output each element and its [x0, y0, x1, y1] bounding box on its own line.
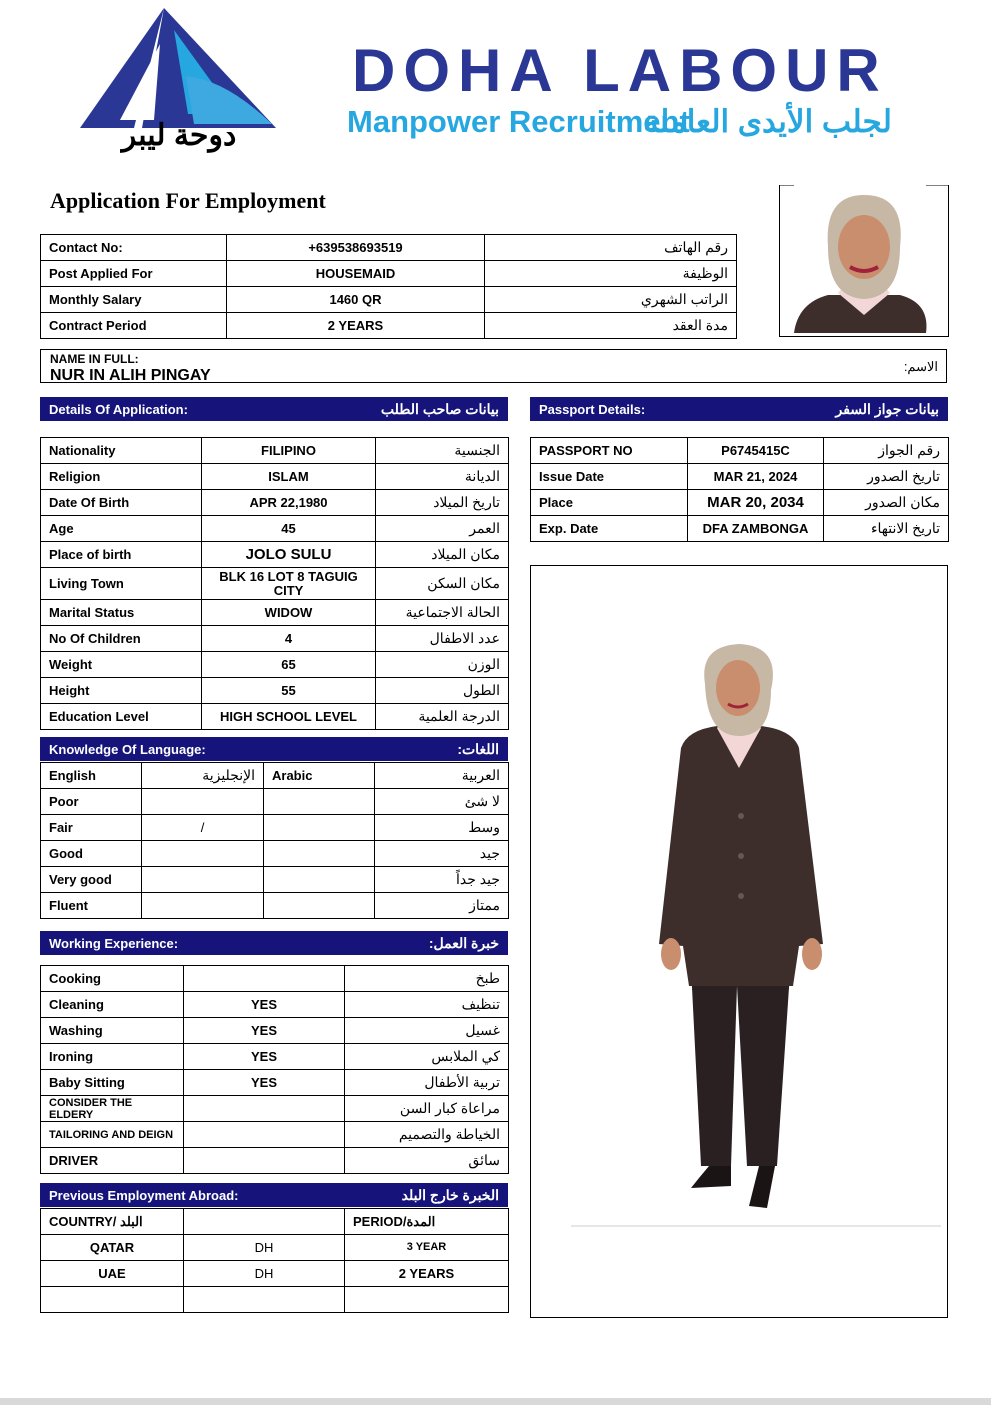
field-label: Contact No: — [41, 235, 227, 261]
level-label-arabic: ممتاز — [375, 893, 509, 919]
full-name-box — [40, 349, 947, 383]
country-value: QATAR — [41, 1235, 184, 1261]
page-bottom-edge — [0, 1398, 991, 1405]
field-value: WIDOW — [202, 600, 376, 626]
language-row — [41, 841, 509, 867]
field-value: JOLO SULU — [202, 542, 376, 568]
field-label: Contract Period — [41, 313, 227, 339]
level-label-arabic: لا شئ — [375, 789, 509, 815]
experience-row — [41, 1148, 509, 1174]
field-label-arabic: العمر — [376, 516, 509, 542]
arabic-label-arabic: العربية — [375, 763, 509, 789]
field-label-arabic: مكان الميلاد — [376, 542, 509, 568]
arabic-level-value — [264, 893, 375, 919]
application-row — [41, 568, 509, 600]
level-label-arabic: جيد — [375, 841, 509, 867]
field-label: PASSPORT NO — [531, 438, 688, 464]
full-body-photo — [530, 565, 948, 1318]
arabic-level-value — [264, 867, 375, 893]
field-label-arabic: مدة العقد — [485, 313, 737, 339]
full-name-arabic: الاسم: — [903, 359, 938, 374]
field-label: Place of birth — [41, 542, 202, 568]
field-value: +639538693519 — [227, 235, 485, 261]
field-label: Living Town — [41, 568, 202, 600]
field-value: FILIPINO — [202, 438, 376, 464]
skill-label-arabic: تنظيف — [345, 992, 509, 1018]
abroad-header — [40, 1183, 508, 1207]
application-row — [41, 600, 509, 626]
period-value: 3 YEAR — [345, 1235, 509, 1261]
skill-label: Washing — [41, 1018, 184, 1044]
experience-title: Working Experience: — [49, 935, 179, 951]
application-title-arabic: بيانات صاحب الطلب — [380, 400, 499, 417]
passport-row — [531, 516, 949, 542]
experience-row — [41, 1122, 509, 1148]
contact-row — [41, 235, 737, 261]
arabic-level-value — [264, 789, 375, 815]
abroad-row — [41, 1261, 509, 1287]
abroad-header-empty — [184, 1209, 345, 1235]
skill-value — [184, 1148, 345, 1174]
abroad-row — [41, 1287, 509, 1313]
contact-row — [41, 313, 737, 339]
field-label-arabic: مكان الصدور — [824, 490, 949, 516]
application-header — [40, 397, 508, 421]
level-label-arabic: جيد جداً — [375, 867, 509, 893]
period-value — [345, 1287, 509, 1313]
experience-row — [41, 1044, 509, 1070]
passport-row — [531, 464, 949, 490]
contact-row — [41, 261, 737, 287]
skill-label-arabic: غسيل — [345, 1018, 509, 1044]
field-label-arabic: الدرجة العلمية — [376, 704, 509, 730]
field-value: 55 — [202, 678, 376, 704]
skill-label-arabic: تربية الأطفال — [345, 1070, 509, 1096]
level-label: Very good — [41, 867, 142, 893]
application-row — [41, 626, 509, 652]
field-label-arabic: الوظيفة — [485, 261, 737, 287]
field-value: MAR 20, 2034 — [688, 490, 824, 516]
language-header-row — [41, 763, 509, 789]
passport-header — [530, 397, 948, 421]
english-level-value — [142, 789, 264, 815]
portrait-photo-icon — [780, 185, 948, 336]
field-label-arabic: الراتب الشهري — [485, 287, 737, 313]
language-title-arabic: اللغات: — [457, 740, 499, 757]
profile-photo — [779, 185, 949, 337]
skill-label-arabic: الخياطة والتصميم — [345, 1122, 509, 1148]
application-row — [41, 438, 509, 464]
english-label-arabic: الإنجليزية — [142, 763, 264, 789]
passport-row — [531, 490, 949, 516]
field-value: 4 — [202, 626, 376, 652]
abroad-title: Previous Employment Abroad: — [49, 1187, 239, 1203]
employer-value: DH — [184, 1235, 345, 1261]
brand-name: DOHA LABOUR — [352, 37, 888, 104]
skill-label: Ironing — [41, 1044, 184, 1070]
field-value: 2 YEARS — [227, 313, 485, 339]
skill-label-arabic: مراعاة كبار السن — [345, 1096, 509, 1122]
field-label-arabic: تاريخ الصدور — [824, 464, 949, 490]
application-row — [41, 652, 509, 678]
skill-value — [184, 1122, 345, 1148]
field-value: P6745415C — [688, 438, 824, 464]
field-label: Height — [41, 678, 202, 704]
tagline-arabic: لجلب الأيدى العاملة — [643, 104, 892, 139]
application-row — [41, 490, 509, 516]
field-label: Religion — [41, 464, 202, 490]
arabic-level-value — [264, 841, 375, 867]
field-label-arabic: عدد الاطفال — [376, 626, 509, 652]
language-row — [41, 893, 509, 919]
field-label-arabic: الوزن — [376, 652, 509, 678]
field-label: Age — [41, 516, 202, 542]
employer-value — [184, 1287, 345, 1313]
level-label-arabic: وسط — [375, 815, 509, 841]
application-row — [41, 542, 509, 568]
experience-row — [41, 1096, 509, 1122]
skill-value — [184, 1096, 345, 1122]
arabic-label: Arabic — [264, 763, 375, 789]
full-name-label: NAME IN FULL: — [50, 352, 139, 366]
field-label: Monthly Salary — [41, 287, 227, 313]
skill-value: YES — [184, 1070, 345, 1096]
field-label-arabic: الديانة — [376, 464, 509, 490]
experience-row — [41, 1070, 509, 1096]
field-label: Marital Status — [41, 600, 202, 626]
english-level-value — [142, 867, 264, 893]
full-body-portrait-icon — [531, 566, 947, 1317]
skill-label: CONSIDER THE ELDERY — [41, 1096, 184, 1122]
experience-title-arabic: خبرة العمل: — [428, 934, 499, 951]
field-value: MAR 21, 2024 — [688, 464, 824, 490]
language-row — [41, 867, 509, 893]
contact-table — [40, 234, 737, 339]
field-value: BLK 16 LOT 8 TAGUIG CITY — [202, 568, 376, 600]
field-label: Education Level — [41, 704, 202, 730]
experience-row — [41, 966, 509, 992]
skill-label: Baby Sitting — [41, 1070, 184, 1096]
field-label-arabic: رقم الهاتف — [485, 235, 737, 261]
field-value: DFA ZAMBONGA — [688, 516, 824, 542]
field-label: Date Of Birth — [41, 490, 202, 516]
field-label-arabic: الحالة الاجتماعية — [376, 600, 509, 626]
field-value: APR 22,1980 — [202, 490, 376, 516]
field-value: 65 — [202, 652, 376, 678]
application-row — [41, 516, 509, 542]
english-label: English — [41, 763, 142, 789]
abroad-header-row — [41, 1209, 509, 1235]
field-label-arabic: مكان السكن — [376, 568, 509, 600]
field-label: Nationality — [41, 438, 202, 464]
passport-title-arabic: بيانات جواز السفر — [835, 400, 939, 417]
employer-value: DH — [184, 1261, 345, 1287]
skill-label: TAILORING AND DEIGN — [41, 1122, 184, 1148]
english-level-value — [142, 841, 264, 867]
skill-label-arabic: طبخ — [345, 966, 509, 992]
skill-value — [184, 966, 345, 992]
english-level-value — [142, 893, 264, 919]
application-row — [41, 704, 509, 730]
experience-row — [41, 992, 509, 1018]
field-label: Place — [531, 490, 688, 516]
application-row — [41, 678, 509, 704]
level-label: Good — [41, 841, 142, 867]
skill-value: YES — [184, 1044, 345, 1070]
passport-row — [531, 438, 949, 464]
field-label: Weight — [41, 652, 202, 678]
language-title: Knowledge Of Language: — [49, 741, 206, 757]
skill-label-arabic: كي الملابس — [345, 1044, 509, 1070]
field-label: Issue Date — [531, 464, 688, 490]
contact-row — [41, 287, 737, 313]
skill-value: YES — [184, 1018, 345, 1044]
experience-header — [40, 931, 508, 955]
passport-table — [530, 437, 949, 542]
field-label: No Of Children — [41, 626, 202, 652]
abroad-table — [40, 1208, 509, 1313]
field-label: Exp. Date — [531, 516, 688, 542]
skill-label: Cleaning — [41, 992, 184, 1018]
application-title: Details Of Application: — [49, 401, 188, 417]
field-label: Post Applied For — [41, 261, 227, 287]
country-value — [41, 1287, 184, 1313]
application-table — [40, 437, 509, 730]
field-value: HOUSEMAID — [227, 261, 485, 287]
logo-arabic-text: دوحة ليبر — [121, 119, 237, 152]
period-value: 2 YEARS — [345, 1261, 509, 1287]
level-label: Fair — [41, 815, 142, 841]
experience-table — [40, 965, 509, 1174]
passport-title: Passport Details: — [539, 401, 646, 417]
language-row — [41, 815, 509, 841]
skill-label: DRIVER — [41, 1148, 184, 1174]
period-header: PERIOD/المدة — [345, 1209, 509, 1235]
field-label-arabic: رقم الجواز — [824, 438, 949, 464]
abroad-title-arabic: الخبرة خارج البلد — [401, 1186, 499, 1203]
full-name-value: NUR IN ALIH PINGAY — [50, 367, 211, 384]
level-label: Fluent — [41, 893, 142, 919]
field-label-arabic: تاريخ الانتهاء — [824, 516, 949, 542]
country-value: UAE — [41, 1261, 184, 1287]
arabic-level-value — [264, 815, 375, 841]
level-label: Poor — [41, 789, 142, 815]
field-label-arabic: الجنسية — [376, 438, 509, 464]
language-row — [41, 789, 509, 815]
skill-label-arabic: سائق — [345, 1148, 509, 1174]
country-header: COUNTRY/ البلد — [41, 1209, 184, 1235]
skill-value: YES — [184, 992, 345, 1018]
tagline-english: Manpower Recruitment — [347, 104, 690, 139]
field-value: ISLAM — [202, 464, 376, 490]
field-label-arabic: تاريخ الميلاد — [376, 490, 509, 516]
page-title: Application For Employment — [50, 188, 326, 213]
field-value: 45 — [202, 516, 376, 542]
experience-row — [41, 1018, 509, 1044]
language-table — [40, 762, 509, 919]
skill-label: Cooking — [41, 966, 184, 992]
application-row — [41, 464, 509, 490]
field-label-arabic: الطول — [376, 678, 509, 704]
language-header — [40, 737, 508, 761]
abroad-row — [41, 1235, 509, 1261]
english-level-value: / — [142, 815, 264, 841]
field-value: 1460 QR — [227, 287, 485, 313]
field-value: HIGH SCHOOL LEVEL — [202, 704, 376, 730]
